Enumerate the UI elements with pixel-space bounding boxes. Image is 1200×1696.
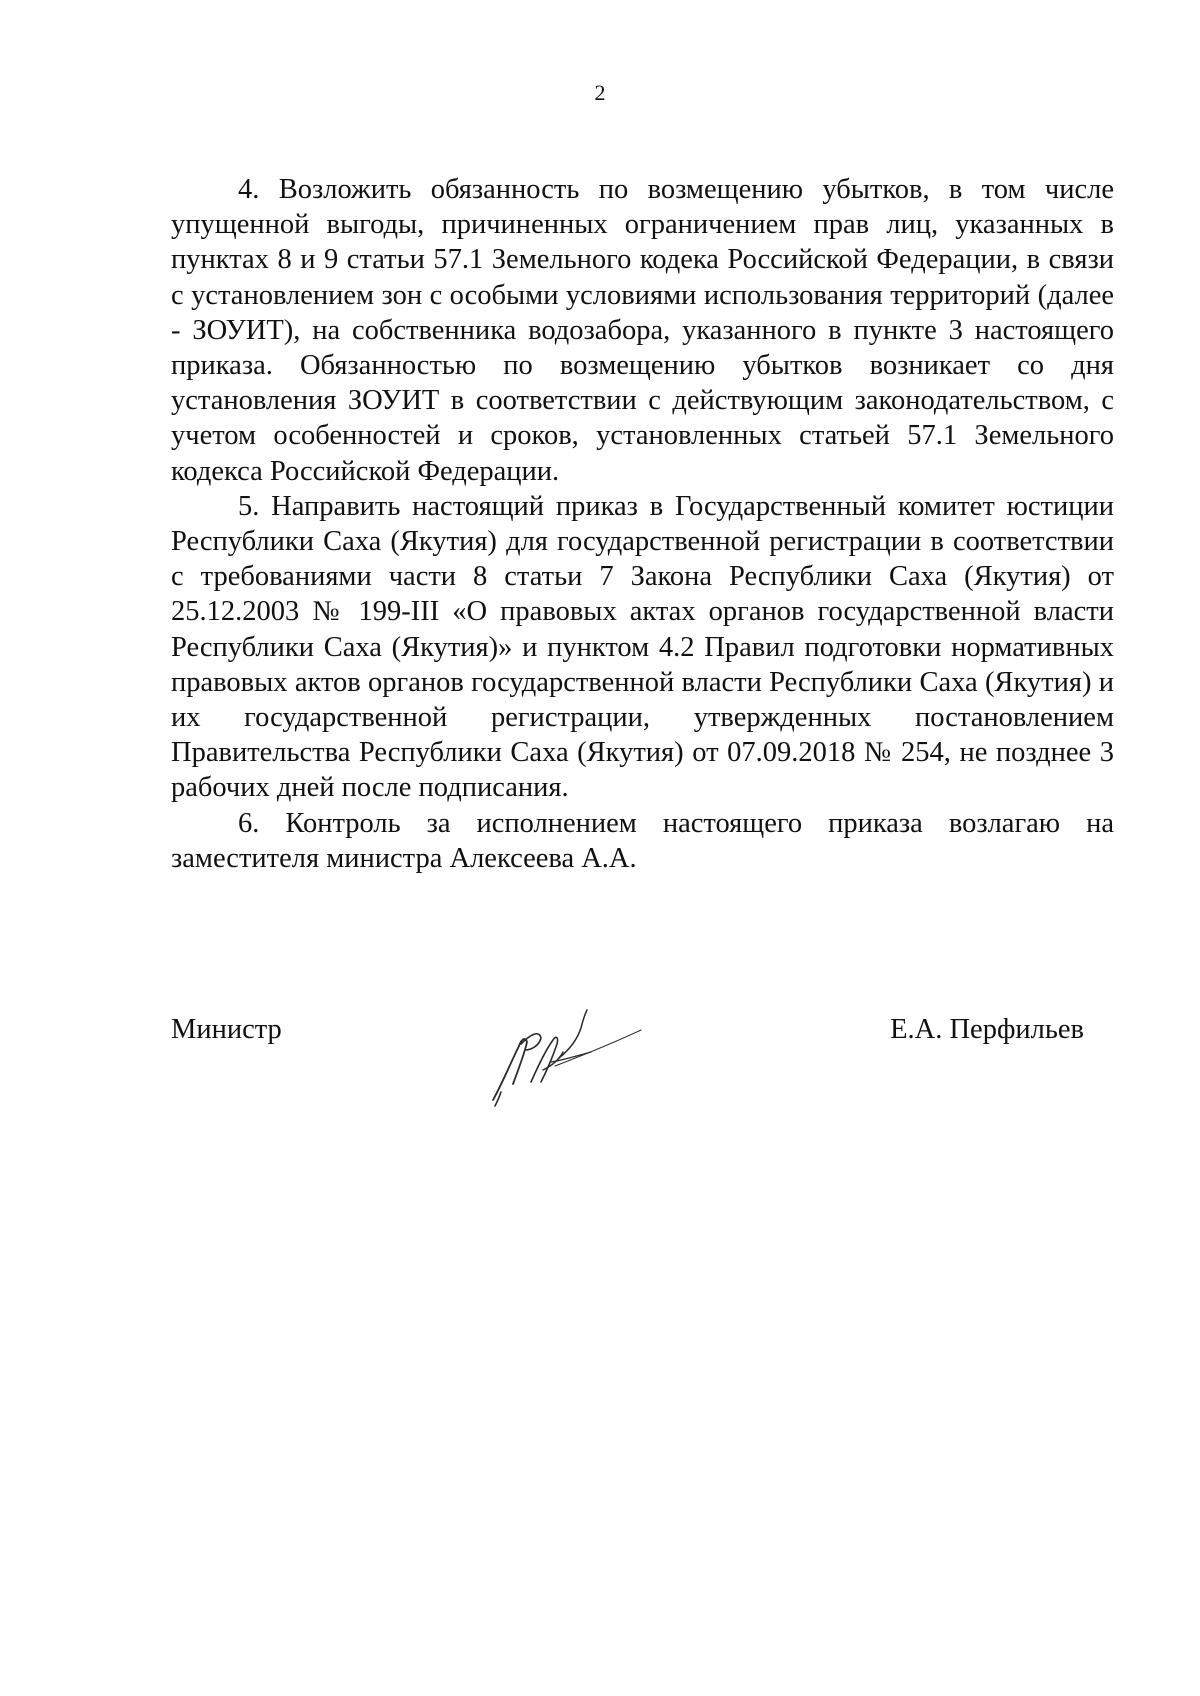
handwritten-signature xyxy=(481,1000,651,1110)
paragraph-6: 6. Контроль за исполнением настоящего приказа возлагаю на заместителя министра Алексеева А.А. xyxy=(171,807,1114,874)
signatory-name: Е.А. Перфильев xyxy=(890,1014,1084,1045)
signatory-position: Министр xyxy=(171,1014,282,1045)
document-body xyxy=(171,172,1114,876)
paragraph-4: 4. Возложить обязанность по возмещению убытков, в том числе упущенной выгоды, причиненных ограничением прав лиц, указанных в пунктах 8 и 9 статьи 57.1 Земельного кодека Российской Федерации, в связи с установлением зон с особыми условиями использования территорий (далее - ЗОУИТ), на собственника водозабора, указанного в пункте 3 настоящего приказа. Обязанностью по возмещению убытков возникает со дня установления ЗОУИТ в соответствии с действующим законодательством, с учетом особенностей и сроков, установленных статьей 57.1 Земельного кодекса Российской Федерации. xyxy=(171,174,1114,487)
signature-block xyxy=(171,1012,1114,1122)
page-number: 2 xyxy=(594,80,606,105)
paragraph-5: 5. Направить настоящий приказ в Государственный комитет юстиции Республики Саха (Якутия) для государственной регистрации в соответствии с требованиями части 8 статьи 7 Закона Республики Саха (Якутия) от 25.12.2003 № 199-III «О правовых актах органов государственной власти Республики Саха (Якутия)» и пунктом 4.2 Правил подготовки нормативных правовых актов органов государственной власти Республики Саха (Якутия) и их государственной регистрации, утвержденных постановлением Правительства Республики Саха (Якутия) от 07.09.2018 № 254, не позднее 3 рабочих дней после подписания. xyxy=(171,490,1114,804)
